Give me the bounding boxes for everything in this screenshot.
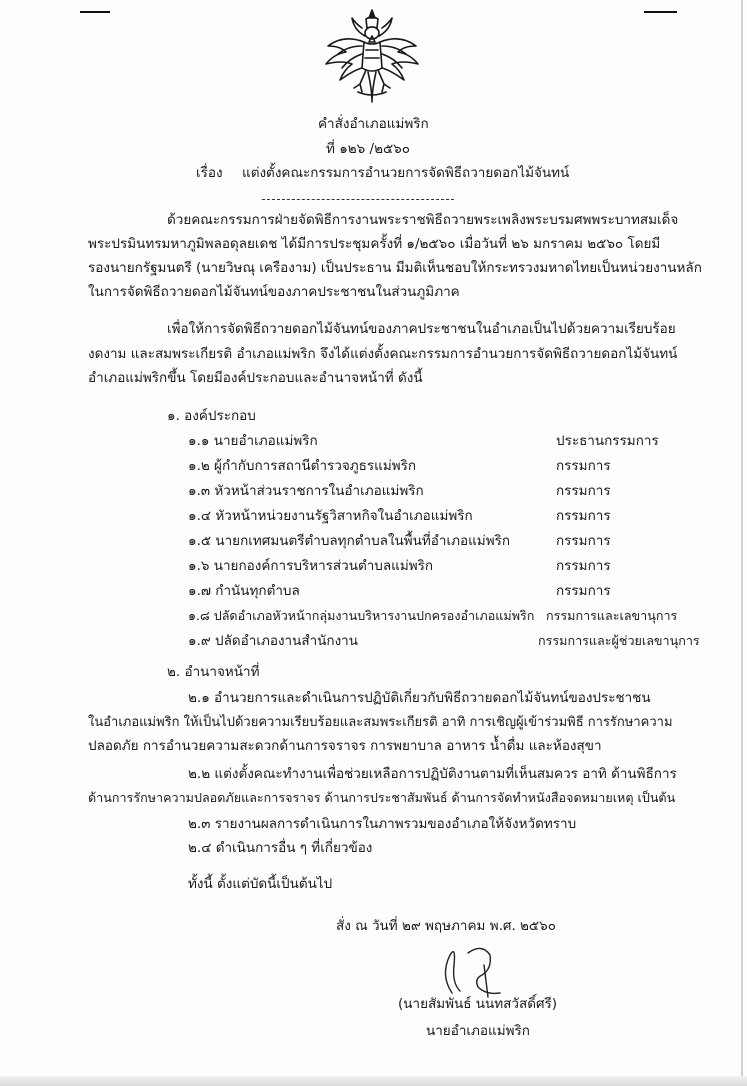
member-name: ๑.๑ นายอำเภอแม่พริก (188, 433, 318, 449)
member-name: ๑.๔ หัวหน้าหน่วยงานรัฐวิสาหกิจในอำเภอแม่พริก (188, 508, 473, 524)
scan-edge-bottom (0, 1076, 747, 1086)
garuda-emblem-icon (322, 6, 422, 106)
member-name: ๑.๓ หัวหน้าส่วนราชการในอำเภอแม่พริก (188, 483, 424, 499)
member-name: ๑.๒ ผู้กำกับการสถานีตำรวจภูธรแม่พริก (188, 458, 417, 474)
signatory-name: (นายสัมพันธ์ นนทสวัสดิ์ศรี) (398, 996, 558, 1012)
scan-edge-mark-right (644, 11, 677, 13)
closing-statement: ทั้งนี้ ตั้งแต่บัดนี้เป็นต้นไป (188, 876, 333, 892)
member-role: ประธานกรรมการ (556, 433, 659, 449)
member-role: กรรมการและผู้ช่วยเลขานุการ (538, 633, 700, 648)
date-line: สั่ง ณ วันที่ ๒๙ พฤษภาคม พ.ศ. ๒๕๖๐ (336, 918, 556, 934)
duty-2-1-line3: ปลอดภัย การอำนวยความสะดวกด้านการจราจร การพยาบาล อาหาร น้ำดื่ม และห้องสุขา (88, 738, 602, 754)
intro-p1-line3: รองนายกรัฐมนตรี (นายวิษณุ เครืองาม) เป็นประธาน มีมติเห็นชอบให้กระทรวงมหาดไทยเป็นหน่วยงานหลัก (88, 260, 702, 276)
intro-p1-line2: พระปรมินทรมหาภูมิพลอดุลยเดช ได้มีการประชุมครั้งที่ ๑/๒๕๖๐ เมื่อวันที่ ๒๖ มกราคม ๒๕๖๐ โดยมี (88, 236, 661, 252)
order-number: ที่ ๑๒๖ /๒๕๖๐ (326, 141, 410, 157)
member-role: กรรมการ (556, 508, 611, 524)
signatory-title: นายอำเภอแม่พริก (426, 1023, 530, 1039)
member-name: ๑.๘ ปลัดอำเภอหัวหน้ากลุ่มงานบริหารงานปกครองอำเภอแม่พริก (188, 608, 535, 623)
member-role: กรรมการ (556, 583, 611, 599)
duty-2-1-line1: ๒.๑ อำนวยการและดำเนินการปฏิบัติเกี่ยวกับพิธีถวายดอกไม้จันทน์ของประชาชน (188, 690, 651, 706)
intro-p1-line4: ในการจัดพิธีถวายดอกไม้จันทน์ของภาคประชาชนในส่วนภูมิภาค (88, 284, 460, 300)
scan-edge-mark-left (80, 11, 110, 13)
member-name: ๑.๖ นายกองค์การบริหารส่วนตำบลแม่พริก (188, 558, 434, 574)
member-name: ๑.๕ นายกเทศมนตรีตำบลทุกตำบลในพื้นที่อำเภอแม่พริก (188, 533, 511, 549)
member-role: กรรมการ (556, 558, 611, 574)
section1-heading: ๑. องค์ประกอบ (167, 408, 256, 424)
duty-2-2-line2: ด้านการรักษาความปลอดภัยและการจราจร ด้านการประชาสัมพันธ์ ด้านการจัดทำหนังสือจดหมายเหตุ เป็นต้น (88, 790, 676, 805)
header-divider (262, 199, 454, 200)
intro-p2-line1: เพื่อให้การจัดพิธีถวายดอกไม้จันทน์ของภาคประชาชนในอำเภอเป็นไปด้วยความเรียบร้อย (167, 321, 676, 337)
duty-2-4: ๒.๔ ดำเนินการอื่น ๆ ที่เกี่ยวข้อง (188, 840, 373, 856)
member-role: กรรมการและเลขานุการ (546, 608, 678, 623)
subject-label: เรื่อง (196, 165, 223, 181)
member-role: กรรมการ (556, 533, 611, 549)
duty-2-2-line1: ๒.๒ แต่งตั้งคณะทำงานเพื่อช่วยเหลือการปฏิบัติงานตามที่เห็นสมควร อาทิ ด้านพิธีการ (188, 766, 677, 782)
order-office: คำสั่งอำเภอแม่พริก (318, 116, 429, 132)
member-role: กรรมการ (556, 483, 611, 499)
intro-p1-line1: ด้วยคณะกรรมการฝ่ายจัดพิธีการงานพระราชพิธีถวายพระเพลิงพระบรมศพพระบาทสมเด็จ (167, 212, 679, 228)
scan-edge-right (741, 0, 743, 1086)
section2-heading: ๒. อำนาจหน้าที่ (167, 664, 260, 680)
member-role: กรรมการ (556, 458, 611, 474)
member-name: ๑.๗ กำนันทุกตำบล (188, 583, 300, 599)
intro-p2-line2: งดงาม และสมพระเกียรติ อำเภอแม่พริก จึงได้แต่งตั้งคณะกรรมการอำนวยการจัดพิธีถวายดอกไม้จันทน์ (88, 346, 678, 362)
signature-icon (430, 935, 530, 1005)
member-name: ๑.๙ ปลัดอำเภองานสำนักงาน (188, 633, 358, 649)
duty-2-1-line2: ในอำเภอแม่พริก ให้เป็นไปด้วยความเรียบร้อยและสมพระเกียรติ อาทิ การเชิญผู้เข้าร่วมพิธี การรักษาความ (88, 715, 673, 730)
subject-title: แต่งตั้งคณะกรรมการอำนวยการจัดพิธีถวายดอกไม้จันทน์ (242, 165, 570, 181)
duty-2-3: ๒.๓ รายงานผลการดำเนินการในภาพรวมของอำเภอให้จังหวัดทราบ (188, 816, 577, 832)
intro-p2-line3: อำเภอแม่พริกขึ้น โดยมีองค์ประกอบและอำนาจหน้าที่ ดังนี้ (88, 370, 423, 386)
